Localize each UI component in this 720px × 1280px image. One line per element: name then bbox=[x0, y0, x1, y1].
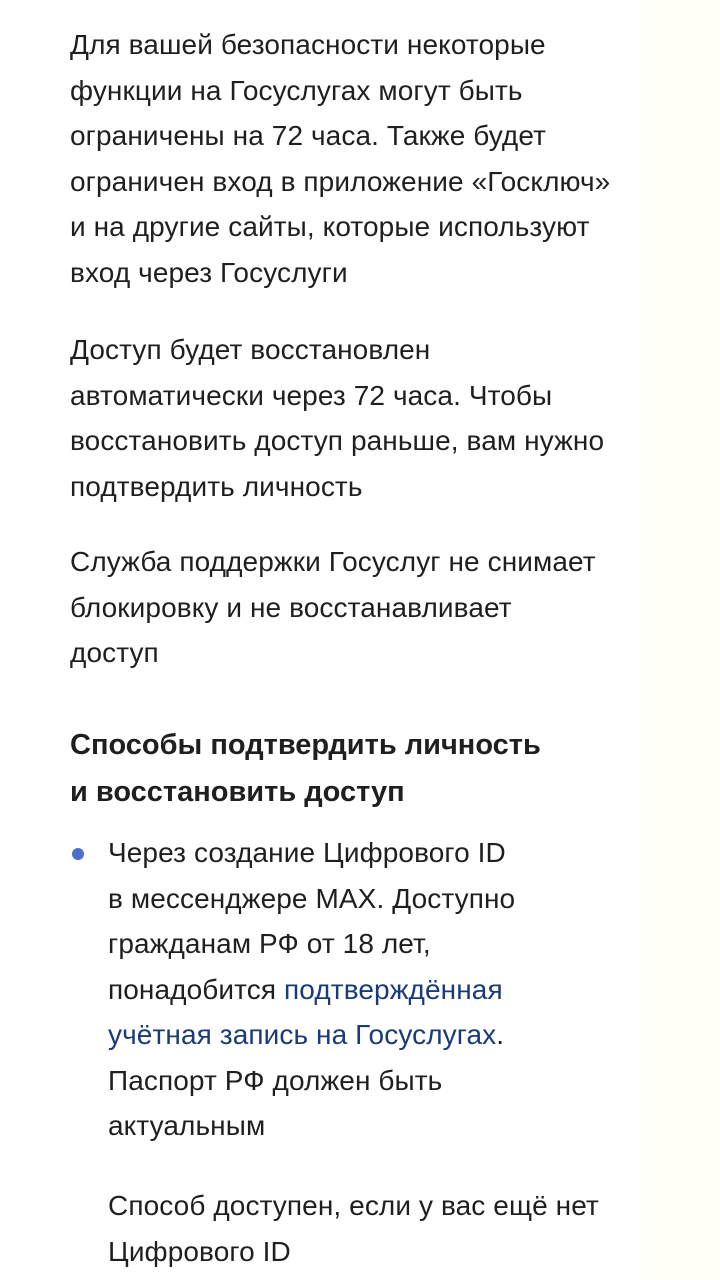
confirmed-account-link[interactable]: подтверждённая bbox=[284, 973, 503, 1005]
text-line: гражданам РФ от 18 лет, bbox=[108, 928, 431, 959]
text-fragment: . bbox=[496, 1019, 505, 1050]
bullet-icon bbox=[72, 848, 84, 860]
support-paragraph bbox=[70, 539, 596, 676]
text-line: вход через Госуслуги bbox=[70, 256, 348, 288]
text-line: Цифрового ID bbox=[108, 1235, 291, 1267]
bullet-list-item bbox=[108, 830, 515, 1149]
text-line: функции на Госуслугах могут быть bbox=[70, 74, 523, 106]
text-line: Паспорт РФ должен быть bbox=[108, 1064, 443, 1096]
text-line: актуальным bbox=[108, 1110, 266, 1141]
text-line: подтвердить личность bbox=[70, 470, 363, 502]
text-line: и на другие сайты, которые используют bbox=[70, 211, 590, 242]
section-heading bbox=[70, 722, 541, 816]
bullet-note bbox=[108, 1183, 599, 1274]
restore-paragraph bbox=[70, 327, 604, 509]
text-line: Через создание Цифрового ID bbox=[108, 837, 506, 868]
text-line: автоматически через 72 часа. Чтобы bbox=[70, 379, 553, 411]
security-paragraph bbox=[70, 22, 610, 295]
text-line: блокировку и не восстанавливает bbox=[70, 591, 512, 623]
text-line bbox=[108, 967, 515, 1013]
text-line: Для вашей безопасности некоторые bbox=[70, 29, 546, 60]
text-fragment: понадобится bbox=[108, 973, 285, 1005]
heading-line: Способы подтвердить личность bbox=[70, 729, 541, 761]
text-line: доступ bbox=[70, 637, 159, 668]
text-line: ограничен вход в приложение «Госключ» bbox=[70, 165, 611, 197]
text-line: в мессенджере MAX. Доступно bbox=[108, 882, 516, 914]
text-line: Доступ будет восстановлен bbox=[70, 334, 431, 365]
text-line bbox=[108, 1012, 515, 1058]
text-line: Способ доступен, если у вас ещё нет bbox=[108, 1190, 599, 1221]
page-edge bbox=[642, 0, 720, 1280]
confirmed-account-link-continued[interactable]: учётная запись на Госуслугах bbox=[108, 1019, 497, 1050]
text-line: Служба поддержки Госуслуг не снимает bbox=[70, 546, 596, 577]
heading-line: и восстановить доступ bbox=[70, 776, 405, 808]
text-line: ограничены на 72 часа. Также будет bbox=[70, 120, 547, 151]
text-line: восстановить доступ раньше, вам нужно bbox=[70, 425, 605, 456]
